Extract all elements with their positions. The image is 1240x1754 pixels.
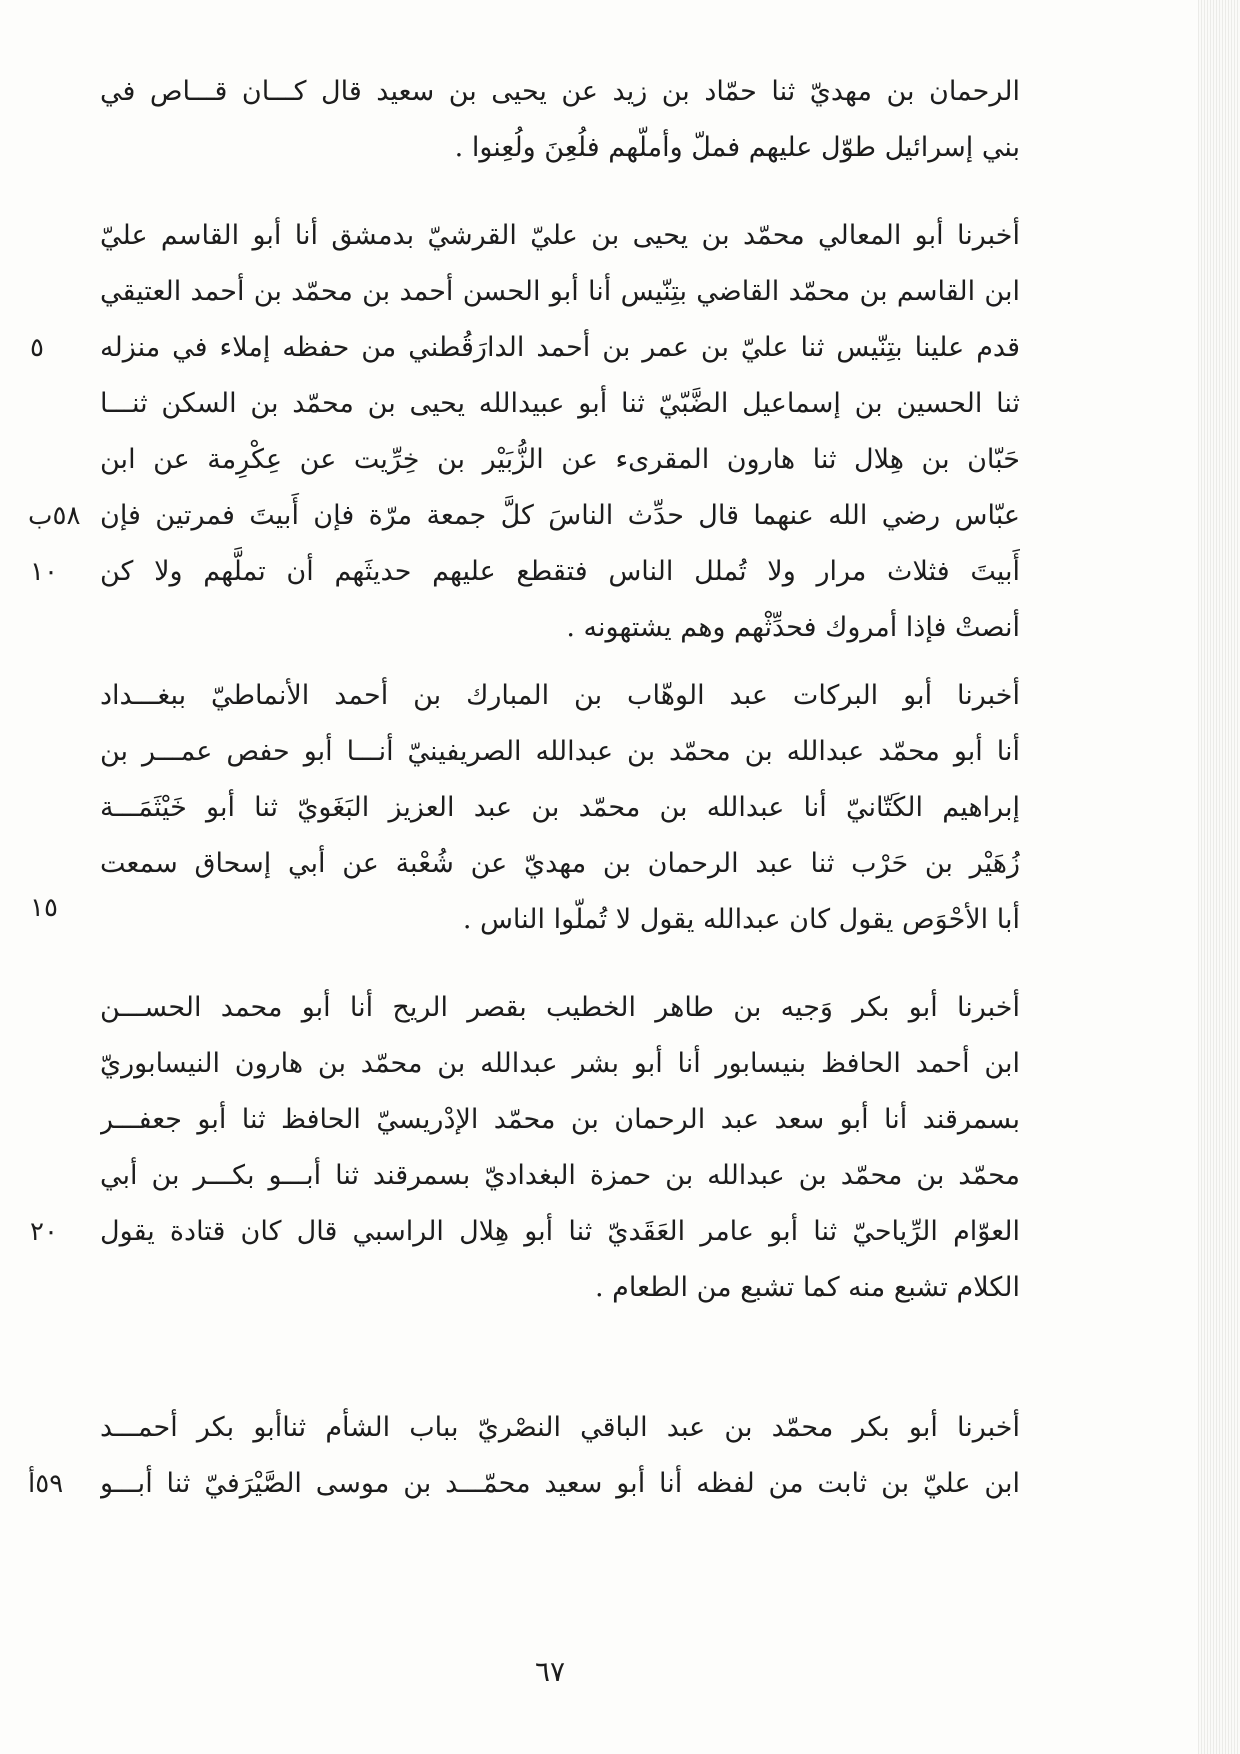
text-line: الكلام تشبع منه كما تشبع من الطعام .: [595, 1272, 1020, 1303]
text-line: أَبيتَ فثلاث مرار ولا تُملل الناس فتقطع عليهم حديثَهم أن تملَّهم ولا كن: [100, 556, 1020, 587]
text-line: قدم علينا بتِنّيس ثنا عليّ بن عمر بن أحمد الدارَقُطني من حفظه إملاء في منزله: [100, 332, 1020, 363]
text-line: ثنا الحسين بن إسماعيل الضَّبّيّ ثنا أبو عبيدالله يحيى بن محمّد بن السكن ثنـــا: [100, 388, 1020, 419]
text-line: أخبرنا أبو البركات عبد الوهّاب بن المبارك بن أحمد الأنماطيّ ببغـــداد: [100, 680, 1020, 711]
text-line: أخبرنا أبو المعالي محمّد بن يحيى بن عليّ القرشيّ بدمشق أنا أبو القاسم عليّ: [100, 220, 1020, 251]
page-number: ٦٧: [534, 1655, 566, 1688]
text-line: ابن أحمد الحافظ بنيسابور أنا أبو بشر عبدالله بن محمّد بن هارون النيسابوريّ: [100, 1048, 1020, 1079]
paragraph-3: [100, 668, 1020, 948]
text-line: إبراهيم الكَتّانيّ أنا عبدالله بن محمّد بن عبد العزيز البَغَويّ ثنا أبو خَيْثَمَـــة: [100, 792, 1020, 823]
text-line: زُهَيْر بن حَرْب ثنا عبد الرحمان بن مهديّ عن شُعْبة عن أبي إسحاق سمعت: [100, 848, 1020, 879]
text-line: بسمرقند أنا أبو سعد عبد الرحمان بن محمّد الإدْريسيّ الحافظ ثنا أبو جعفـــر: [100, 1104, 1020, 1135]
line-number-20: ٢٠: [30, 1217, 58, 1247]
text-line: أنا أبو محمّد عبدالله بن محمّد بن عبدالله الصريفينيّ أنـــا أبو حفص عمـــر بن: [100, 736, 1020, 767]
text-line: ابن عليّ بن ثابت من لفظه أنا أبو سعيد محمّـــد بن موسى الصَّيْرَفيّ ثنا أبـــو: [100, 1468, 1020, 1499]
line-number-5: ٥: [30, 333, 44, 363]
book-spine-shadow: [1198, 0, 1240, 1754]
paragraph-1: [100, 64, 1020, 176]
line-number-10: ١٠: [30, 557, 58, 587]
text-line: عبّاس رضي الله عنهما قال حدِّث الناسَ كلَّ جمعة مرّة فإن أَبيتَ فمرتين فإن: [100, 500, 1020, 531]
paragraph-4: [100, 980, 1020, 1316]
text-line: الرحمان بن مهديّ ثنا حمّاد بن زيد عن يحيى بن سعيد قال كـــان قـــاص في: [100, 76, 1020, 107]
text-line: حَبّان بن هِلال ثنا هارون المقرىء عن الزُّبَيْر بن خِرِّيت عن عِكْرِمة عن ابن: [100, 444, 1020, 475]
text-line: أخبرنا أبو بكر محمّد بن عبد الباقي النصْريّ بباب الشأم ثناأبو بكر أحمـــد: [100, 1412, 1020, 1443]
text-line: بني إسرائيل طوّل عليهم فملّ وأملّهم فلُعِنَ ولُعِنوا .: [454, 132, 1020, 163]
text-line: ابن القاسم بن محمّد القاضي بتِنّيس أنا أبو الحسن أحمد بن محمّد بن أحمد العتيقي: [100, 276, 1020, 307]
paragraph-2: [100, 208, 1020, 656]
text-line: العوّام الرِّياحيّ ثنا أبو عامر العَقَديّ ثنا أبو هِلال الراسبي قال كان قتادة يقول: [100, 1216, 1020, 1247]
text-line: أخبرنا أبو بكر وَجيه بن طاهر الخطيب بقصر الريح أنا أبو محمد الحســـن: [100, 992, 1020, 1023]
text-line: أبا الأحْوَص يقول كان عبدالله يقول لا تُملّوا الناس .: [462, 904, 1020, 935]
paragraph-5: [100, 1400, 1020, 1512]
folio-marker-59a: ٥٩أ: [28, 1469, 64, 1499]
line-number-15: ١٥: [30, 893, 58, 923]
text-line: أنصتْ فإذا أمروك فحدِّثْهم وهم يشتهونه .: [566, 612, 1020, 643]
folio-marker-58b: ٥٨ب: [28, 501, 81, 531]
text-line: محمّد بن محمّد بن عبدالله بن حمزة البغداديّ بسمرقند ثنا أبـــو بكـــر بن أبي: [100, 1160, 1020, 1191]
